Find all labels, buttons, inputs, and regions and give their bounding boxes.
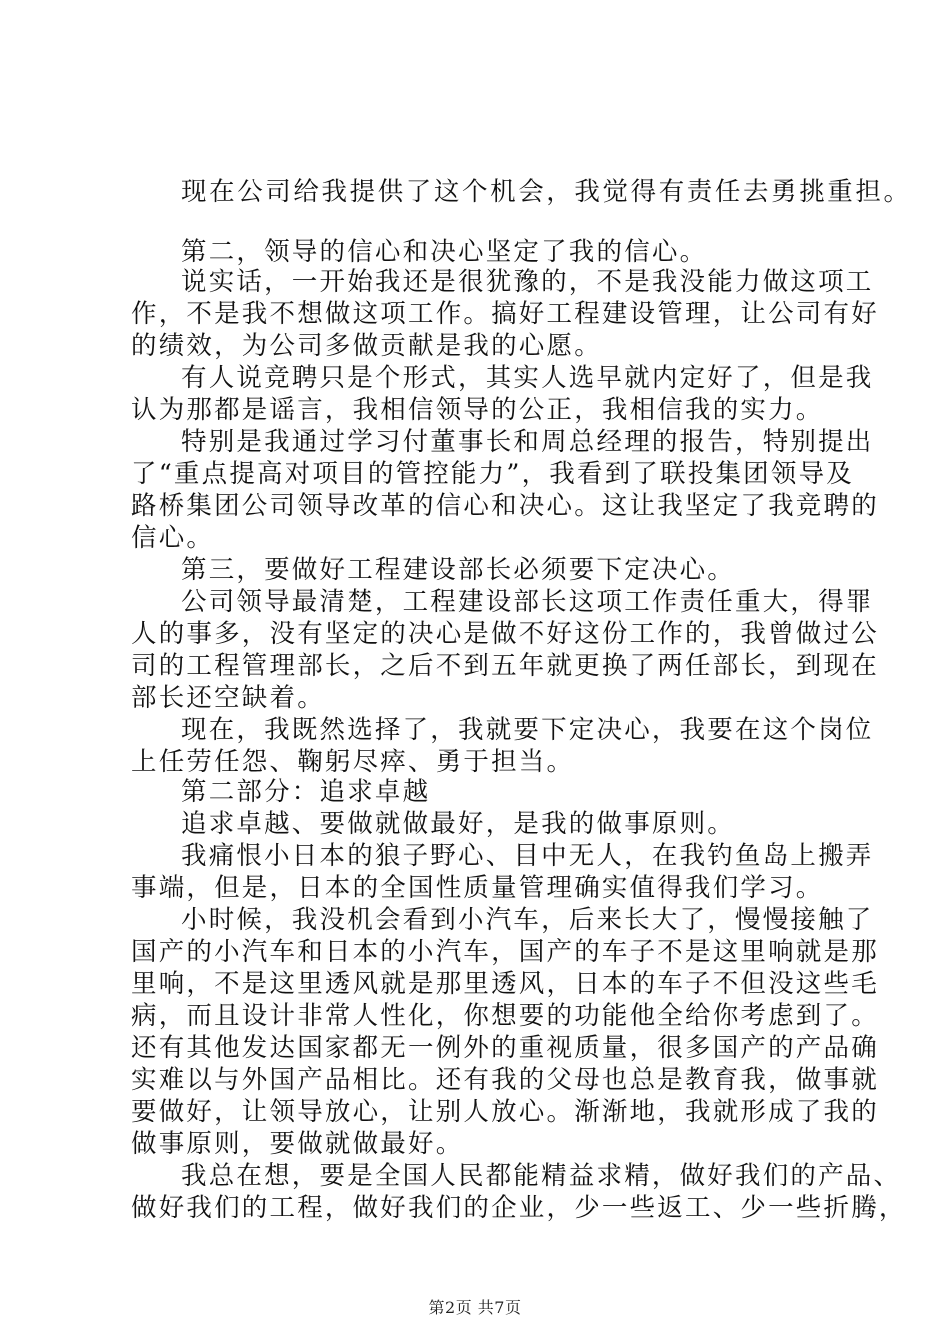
paragraph-line: 路桥集团公司领导改革的信心和决心。这让我坚定了我竞聘的 [131, 491, 879, 521]
paragraph-line: 要做好，让领导放心，让别人放心。渐渐地，我就形成了我的 [131, 1097, 879, 1127]
paragraph-line: 现在，我既然选择了，我就要下定决心，我要在这个岗位 [181, 715, 874, 745]
paragraph-line: 司的工程管理部长，之后不到五年就更换了两任部长，到现在 [131, 651, 879, 681]
paragraph-line: 现在公司给我提供了这个机会，我觉得有责任去勇挑重担。 [181, 177, 912, 207]
paragraph-line: 部长还空缺着。 [131, 683, 325, 713]
paragraph-line: 特别是我通过学习付董事长和周总经理的报告，特别提出 [181, 427, 874, 457]
paragraph-line: 上任劳任怨、鞠躬尽瘁、勇于担当。 [131, 747, 575, 777]
paragraph-line: 作，不是我不想做这项工作。搞好工程建设管理，让公司有好 [131, 299, 879, 329]
paragraph-line: 追求卓越、要做就做最好，是我的做事原则。 [181, 809, 736, 839]
section-heading-line: 第三，要做好工程建设部长必须要下定决心。 [181, 555, 736, 585]
paragraph-line: 人的事多，没有坚定的决心是做不好这份工作的，我曾做过公 [131, 619, 879, 649]
paragraph-line: 还有其他发达国家都无一例外的重视质量，很多国产的产品确 [131, 1033, 879, 1063]
paragraph-line: 小时候，我没机会看到小汽车，后来长大了，慢慢接触了 [181, 905, 874, 935]
paragraph-line: 有人说竞聘只是个形式，其实人选早就内定好了，但是我 [181, 363, 874, 393]
paragraph-line: 实难以与外国产品相比。还有我的父母也总是教育我，做事就 [131, 1065, 879, 1095]
section-heading-line: 第二，领导的信心和决心坚定了我的信心。 [181, 237, 708, 267]
paragraph-line: 信心。 [131, 523, 215, 553]
paragraph-line: 里响，不是这里透风就是那里透风，日本的车子不但没这些毛 [131, 969, 879, 999]
paragraph-line: 说实话，一开始我还是很犹豫的，不是我没能力做这项工 [181, 267, 874, 297]
paragraph-line: 我总在想，要是全国人民都能精益求精，做好我们的产品、 [181, 1161, 902, 1191]
paragraph-line: 的绩效，为公司多做贡献是我的心愿。 [131, 331, 602, 361]
paragraph-line: 公司领导最清楚，工程建设部长这项工作责任重大，得罪 [181, 587, 874, 617]
part-heading-line: 第二部分：追求卓越 [181, 777, 431, 807]
paragraph-line: 做事原则，要做就做最好。 [131, 1129, 464, 1159]
page-number-footer: 第2页 共7页 [428, 1298, 522, 1317]
paragraph-line: 事端，但是，日本的全国性质量管理确实值得我们学习。 [131, 873, 824, 903]
paragraph-line: 做好我们的工程，做好我们的企业，少一些返工、少一些折腾， [131, 1193, 907, 1223]
paragraph-line: 国产的小汽车和日本的小汽车，国产的车子不是这里响就是那 [131, 937, 879, 967]
paragraph-line: 了“重点提高对项目的管控能力”，我看到了联投集团领导及 [131, 459, 854, 489]
paragraph-line: 认为那都是谣言，我相信领导的公正，我相信我的实力。 [131, 395, 824, 425]
paragraph-line: 病，而且设计非常人性化，你想要的功能他全给你考虑到了。 [131, 1001, 879, 1031]
paragraph-line: 我痛恨小日本的狼子野心、目中无人，在我钓鱼岛上搬弄 [181, 841, 874, 871]
